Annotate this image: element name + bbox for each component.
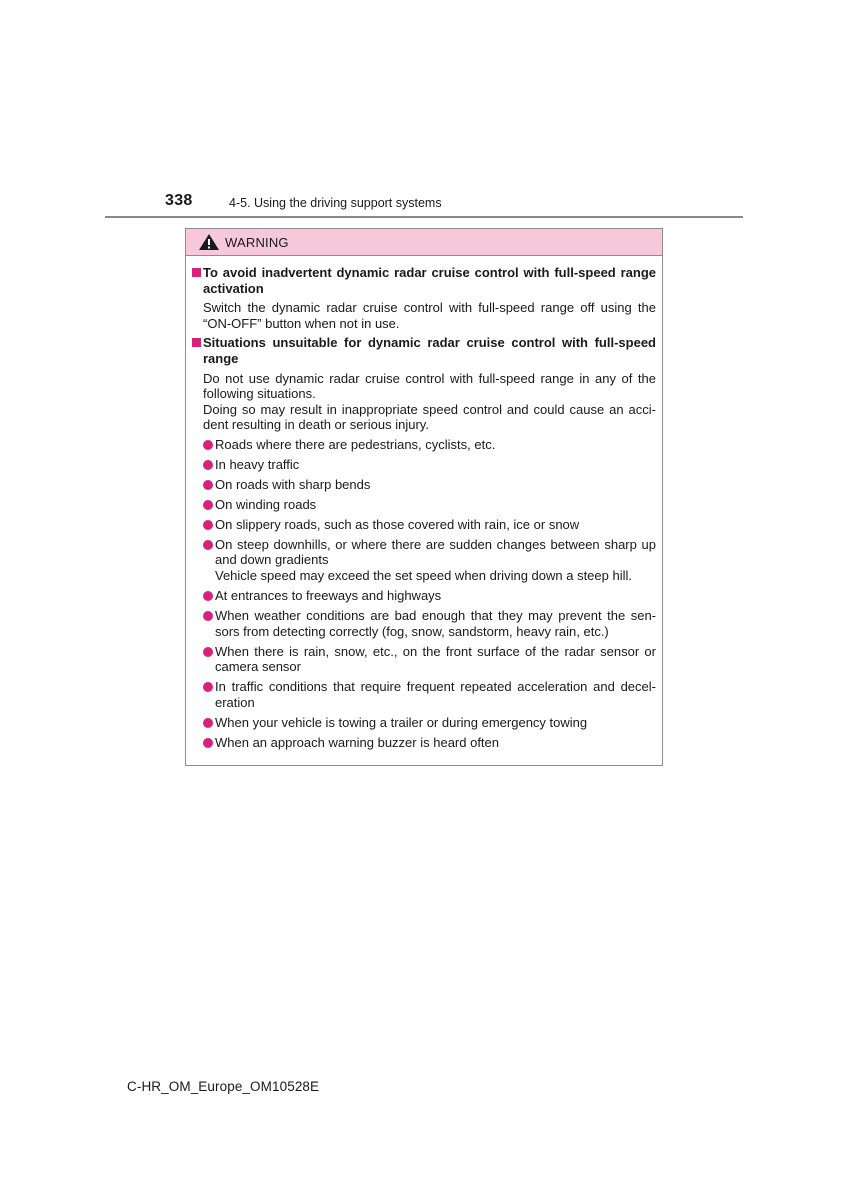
round-bullet-icon [203, 611, 213, 621]
list-item [190, 517, 656, 533]
round-bullet-icon [203, 500, 213, 510]
square-bullet-icon [192, 268, 201, 277]
list-item-text: When your vehicle is towing a trailer or during emergency towing [215, 714, 588, 730]
round-bullet-icon [203, 440, 213, 450]
heading-text: Situations unsuitable for dynamic radar cruise control with full-speed range [203, 335, 656, 366]
round-bullet-icon [203, 591, 213, 601]
list-item-text: On slippery roads, such as those covered with rain, ice or snow [215, 516, 580, 532]
section-heading [190, 335, 656, 366]
round-bullet-icon [203, 738, 213, 748]
section-heading [190, 265, 656, 296]
round-bullet-icon [203, 718, 213, 728]
list-item [190, 497, 656, 513]
warning-title-bar [186, 229, 662, 256]
page-header [0, 190, 848, 220]
warning-content [186, 256, 662, 750]
paragraph: Do not use dynamic radar cruise control with full-speed range in any of the following situations. [203, 370, 656, 402]
section-title: 4-5. Using the driving support systems [229, 196, 442, 210]
document-code: C-HR_OM_Europe_OM10528E [127, 1079, 320, 1094]
list-item-text: On steep downhills, or where there are sudden changes between sharp up and down gradients [215, 536, 656, 568]
round-bullet-icon [203, 682, 213, 692]
list-item-text: On winding roads [215, 496, 317, 512]
list-item-text: On roads with sharp bends [215, 476, 371, 492]
list-item [190, 437, 656, 453]
header-divider [105, 216, 743, 218]
round-bullet-icon [203, 460, 213, 470]
list-item [190, 644, 656, 675]
heading-text: To avoid inadvertent dynamic radar cruise control with full-speed range activation [203, 265, 656, 296]
list-item-note: Vehicle speed may exceed the set speed when driving down a steep hill. [215, 568, 632, 584]
list-item [190, 477, 656, 493]
warning-box [185, 228, 663, 766]
page-number: 338 [165, 192, 193, 209]
list-item [190, 679, 656, 710]
list-item [190, 715, 656, 731]
list-item-text: When there is rain, snow, etc., on the front surface of the radar sensor or camera sensor [215, 643, 656, 675]
round-bullet-icon [203, 540, 213, 550]
list-item [190, 735, 656, 751]
list-item-text: In traffic conditions that require frequent repeated acceleration and decel-eration [215, 679, 656, 710]
list-item [190, 608, 656, 639]
situations-list [190, 437, 656, 750]
warning-triangle-icon [198, 233, 220, 251]
list-item-text: In heavy traffic [215, 456, 300, 472]
paragraph: Switch the dynamic radar cruise control with full-speed range off using the “ON-OFF” button when not in use. [203, 300, 656, 331]
round-bullet-icon [203, 480, 213, 490]
paragraph: Doing so may result in inappropriate speed control and could cause an acci-dent resulting in death or serious injury. [203, 401, 656, 433]
list-item-text: When an approach warning buzzer is heard often [215, 734, 500, 750]
warning-label: WARNING [225, 234, 289, 250]
round-bullet-icon [203, 520, 213, 530]
list-item-text: At entrances to freeways and highways [215, 588, 442, 604]
list-item [190, 588, 656, 604]
round-bullet-icon [203, 647, 213, 657]
list-item-text: When weather conditions are bad enough that they may prevent the sen-sors from detecting correctly (fog, snow, sandstorm, heavy rain, etc.) [215, 608, 656, 639]
square-bullet-icon [192, 338, 201, 347]
list-item [190, 537, 656, 584]
list-item-text: Roads where there are pedestrians, cyclists, etc. [215, 436, 496, 452]
list-item [190, 457, 656, 473]
